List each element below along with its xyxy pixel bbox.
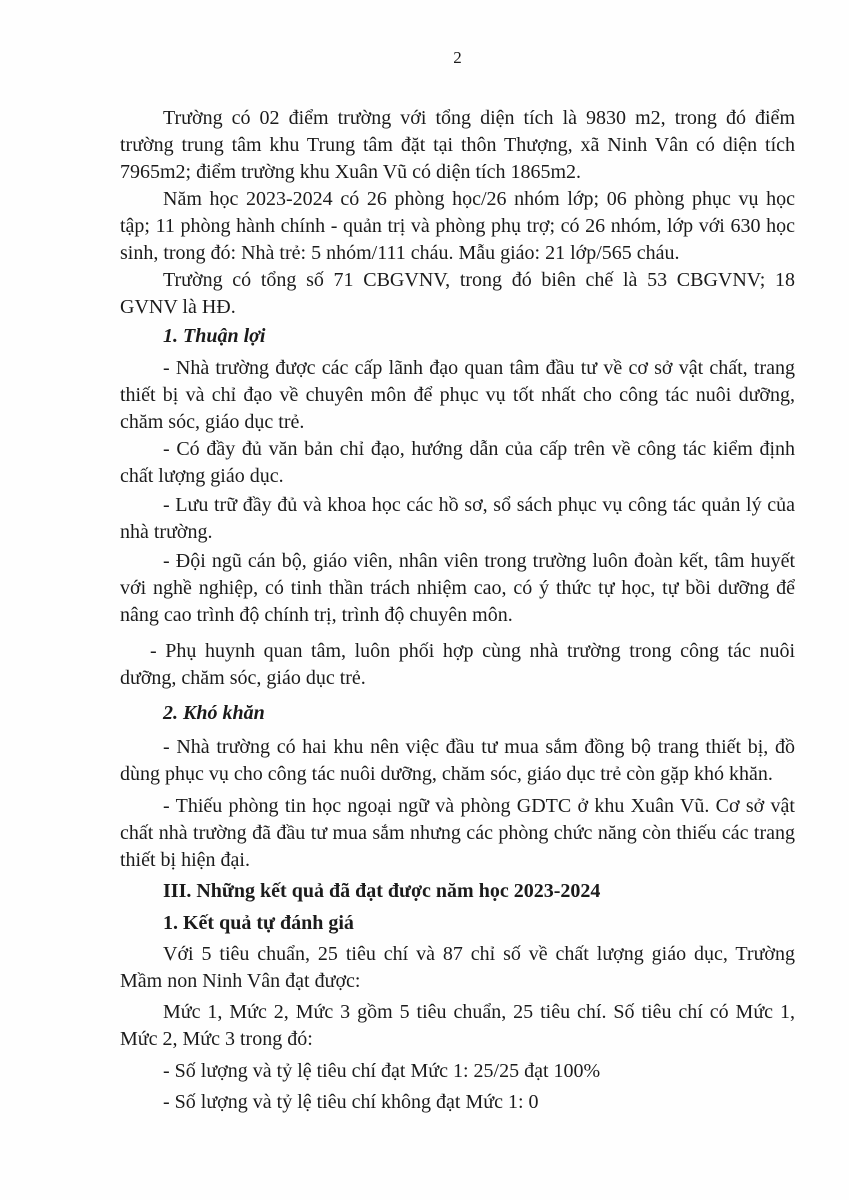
para-advantage-records: - Lưu trữ đầy đủ và khoa học các hồ sơ, sổ sách phục vụ công tác quản lý của nhà trường. [120,494,795,543]
page-number: 2 [453,48,462,67]
heading-results-2023-2024: III. Những kết quả đã đạt được năm học 2023-2024 [163,880,601,902]
para-advantage-parents: - Phụ huynh quan tâm, luôn phối hợp cùng nhà trường trong công tác nuôi dưỡng, chăm sóc, giáo dục trẻ. [120,640,795,689]
para-assessment-intro: Với 5 tiêu chuẩn, 25 tiêu chí và 87 chỉ số về chất lượng giáo dục, Trường Mầm non Ninh Vân đạt được: [120,943,795,992]
para-staff-count: Trường có tổng số 71 CBGVNV, trong đó biên chế là 53 CBGVNV; 18 GVNV là HĐ. [120,269,795,318]
para-level1-pass-rate: - Số lượng và tỷ lệ tiêu chí đạt Mức 1: 25/25 đạt 100% [163,1060,601,1082]
heading-advantages: 1. Thuận lợi [163,325,266,347]
heading-difficulties: 2. Khó khăn [163,702,265,724]
para-advantage-guidance-documents: - Có đầy đủ văn bản chỉ đạo, hướng dẫn của cấp trên về công tác kiểm định chất lượng giáo dục. [120,438,795,487]
para-advantage-facilities: - Nhà trường được các cấp lãnh đạo quan tâm đầu tư về cơ sở vật chất, trang thiết bị và chỉ đạo về chuyên môn để phục vụ tốt nhất cho công tác nuôi dưỡng, chăm sóc, giáo dục trẻ. [120,357,795,433]
para-level1-fail-count: - Số lượng và tỷ lệ tiêu chí không đạt Mức 1: 0 [163,1091,539,1113]
para-school-sites: Trường có 02 điểm trường với tổng diện tích là 9830 m2, trong đó điểm trường trung tâm khu Trung tâm đặt tại thôn Thượng, xã Ninh Vân có diện tích 7965m2; điểm trường khu Xuân Vũ có diện tích 1865m2. [120,107,795,183]
para-levels-summary: Mức 1, Mức 2, Mức 3 gồm 5 tiêu chuẩn, 25 tiêu chí. Số tiêu chí có Mức 1, Mức 2, Mức 3 trong đó: [120,1001,795,1050]
para-difficulty-missing-rooms: - Thiếu phòng tin học ngoại ngữ và phòng GDTC ở khu Xuân Vũ. Cơ sở vật chất nhà trường đã đầu tư mua sắm nhưng các phòng chức năng còn thiếu các trang thiết bị hiện đại. [120,795,795,871]
para-difficulty-two-sites: - Nhà trường có hai khu nên việc đầu tư mua sắm đồng bộ trang thiết bị, đồ dùng phục vụ cho công tác nuôi dưỡng, chăm sóc, giáo dục trẻ còn gặp khó khăn. [120,736,795,785]
heading-self-assessment: 1. Kết quả tự đánh giá [163,912,354,934]
para-classrooms-students: Năm học 2023-2024 có 26 phòng học/26 nhóm lớp; 06 phòng phục vụ học tập; 11 phòng hành chính - quản trị và phòng phụ trợ; có 26 nhóm, lớp với 630 học sinh, trong đó: Nhà trẻ: 5 nhóm/111 cháu. Mẫu giáo: 21 lớp/565 cháu. [120,188,795,264]
para-advantage-staff-unity: - Đội ngũ cán bộ, giáo viên, nhân viên trong trường luôn đoàn kết, tâm huyết với nghề nghiệp, có tinh thần trách nhiệm cao, có ý thức tự học, tự bồi dưỡng để nâng cao trình độ chính trị, trình độ chuyên môn. [120,550,795,626]
